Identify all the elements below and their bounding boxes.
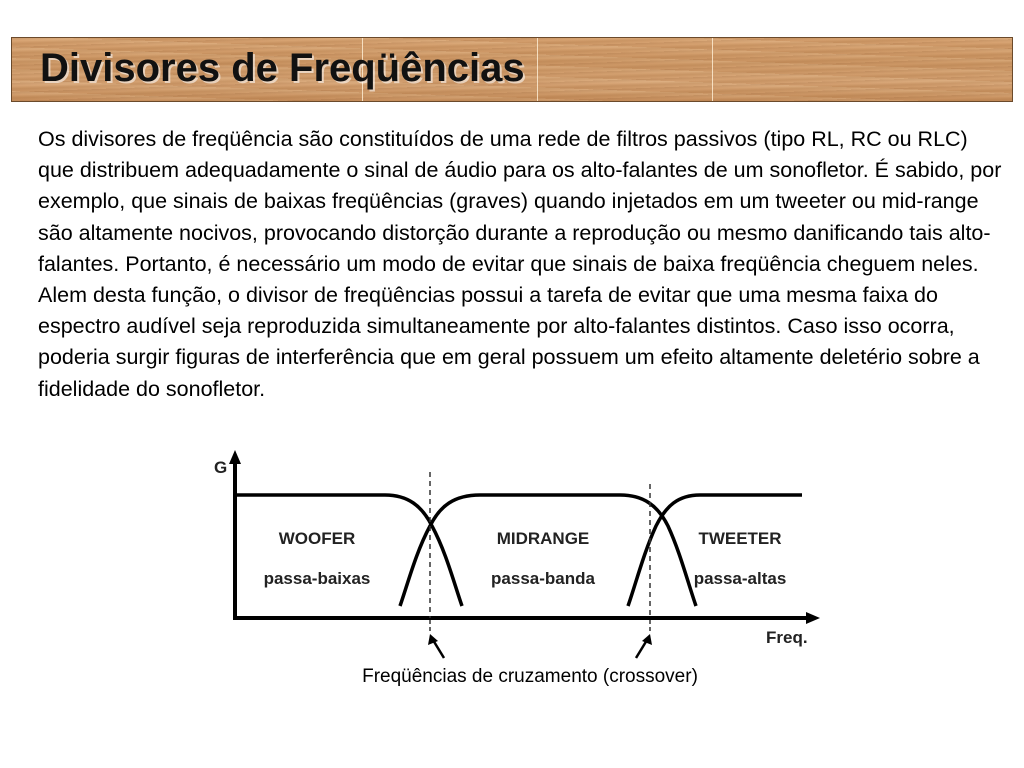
tweeter-filter-type: passa-altas (693, 569, 787, 588)
midrange-label: MIDRANGE (496, 529, 590, 548)
plank-seam (712, 38, 713, 101)
tweeter-label: TWEETER (698, 529, 782, 548)
x-axis-label: Freq. (766, 628, 808, 647)
woofer-filter-type: passa-baixas (263, 569, 371, 588)
woofer-label: WOOFER (278, 529, 356, 548)
woofer-response-curve (235, 495, 462, 606)
diagram-caption: Freqüências de cruzamento (crossover) (362, 666, 698, 687)
tweeter-response-curve (628, 495, 802, 606)
title-banner (11, 37, 1013, 102)
slide-title: Divisores de Freqüências (40, 46, 525, 90)
crossover-diagram (200, 448, 840, 663)
crossover-arrow-1 (433, 640, 444, 658)
body-paragraph: Os divisores de freqüência são constituídos de uma rede de filtros passivos (tipo RL, RC ou RLC) que distribuem adequadamente o sinal de áudio para os alto-falantes de um sonofletor. É sabido, por exemplo, que sinais de baixas freqüências (graves) quando injetados em um tweeter ou mid-range são altamente nocivos, provocando distorção durante a reprodução ou mesmo danificando tais alto-falantes. Portanto, é necessário um modo de evitar que sinais de baixa freqüência cheguem neles. Alem desta função, o divisor de freqüências possui a tarefa de evitar que uma mesma faixa do espectro audível seja reproduzida simultaneamente por alto-falantes distintos. Caso isso ocorra, poderia surgir figuras de interferência que em geral possuem um efeito altamente deletério sobre a fidelidade do sonofletor. (38, 127, 1002, 401)
y-axis-label: G (214, 458, 228, 477)
midrange-filter-type: passa-banda (491, 569, 595, 588)
plank-seam (537, 38, 538, 101)
x-axis-arrow (806, 612, 820, 624)
crossover-arrow-2 (636, 640, 647, 658)
y-axis-arrow (229, 450, 241, 464)
